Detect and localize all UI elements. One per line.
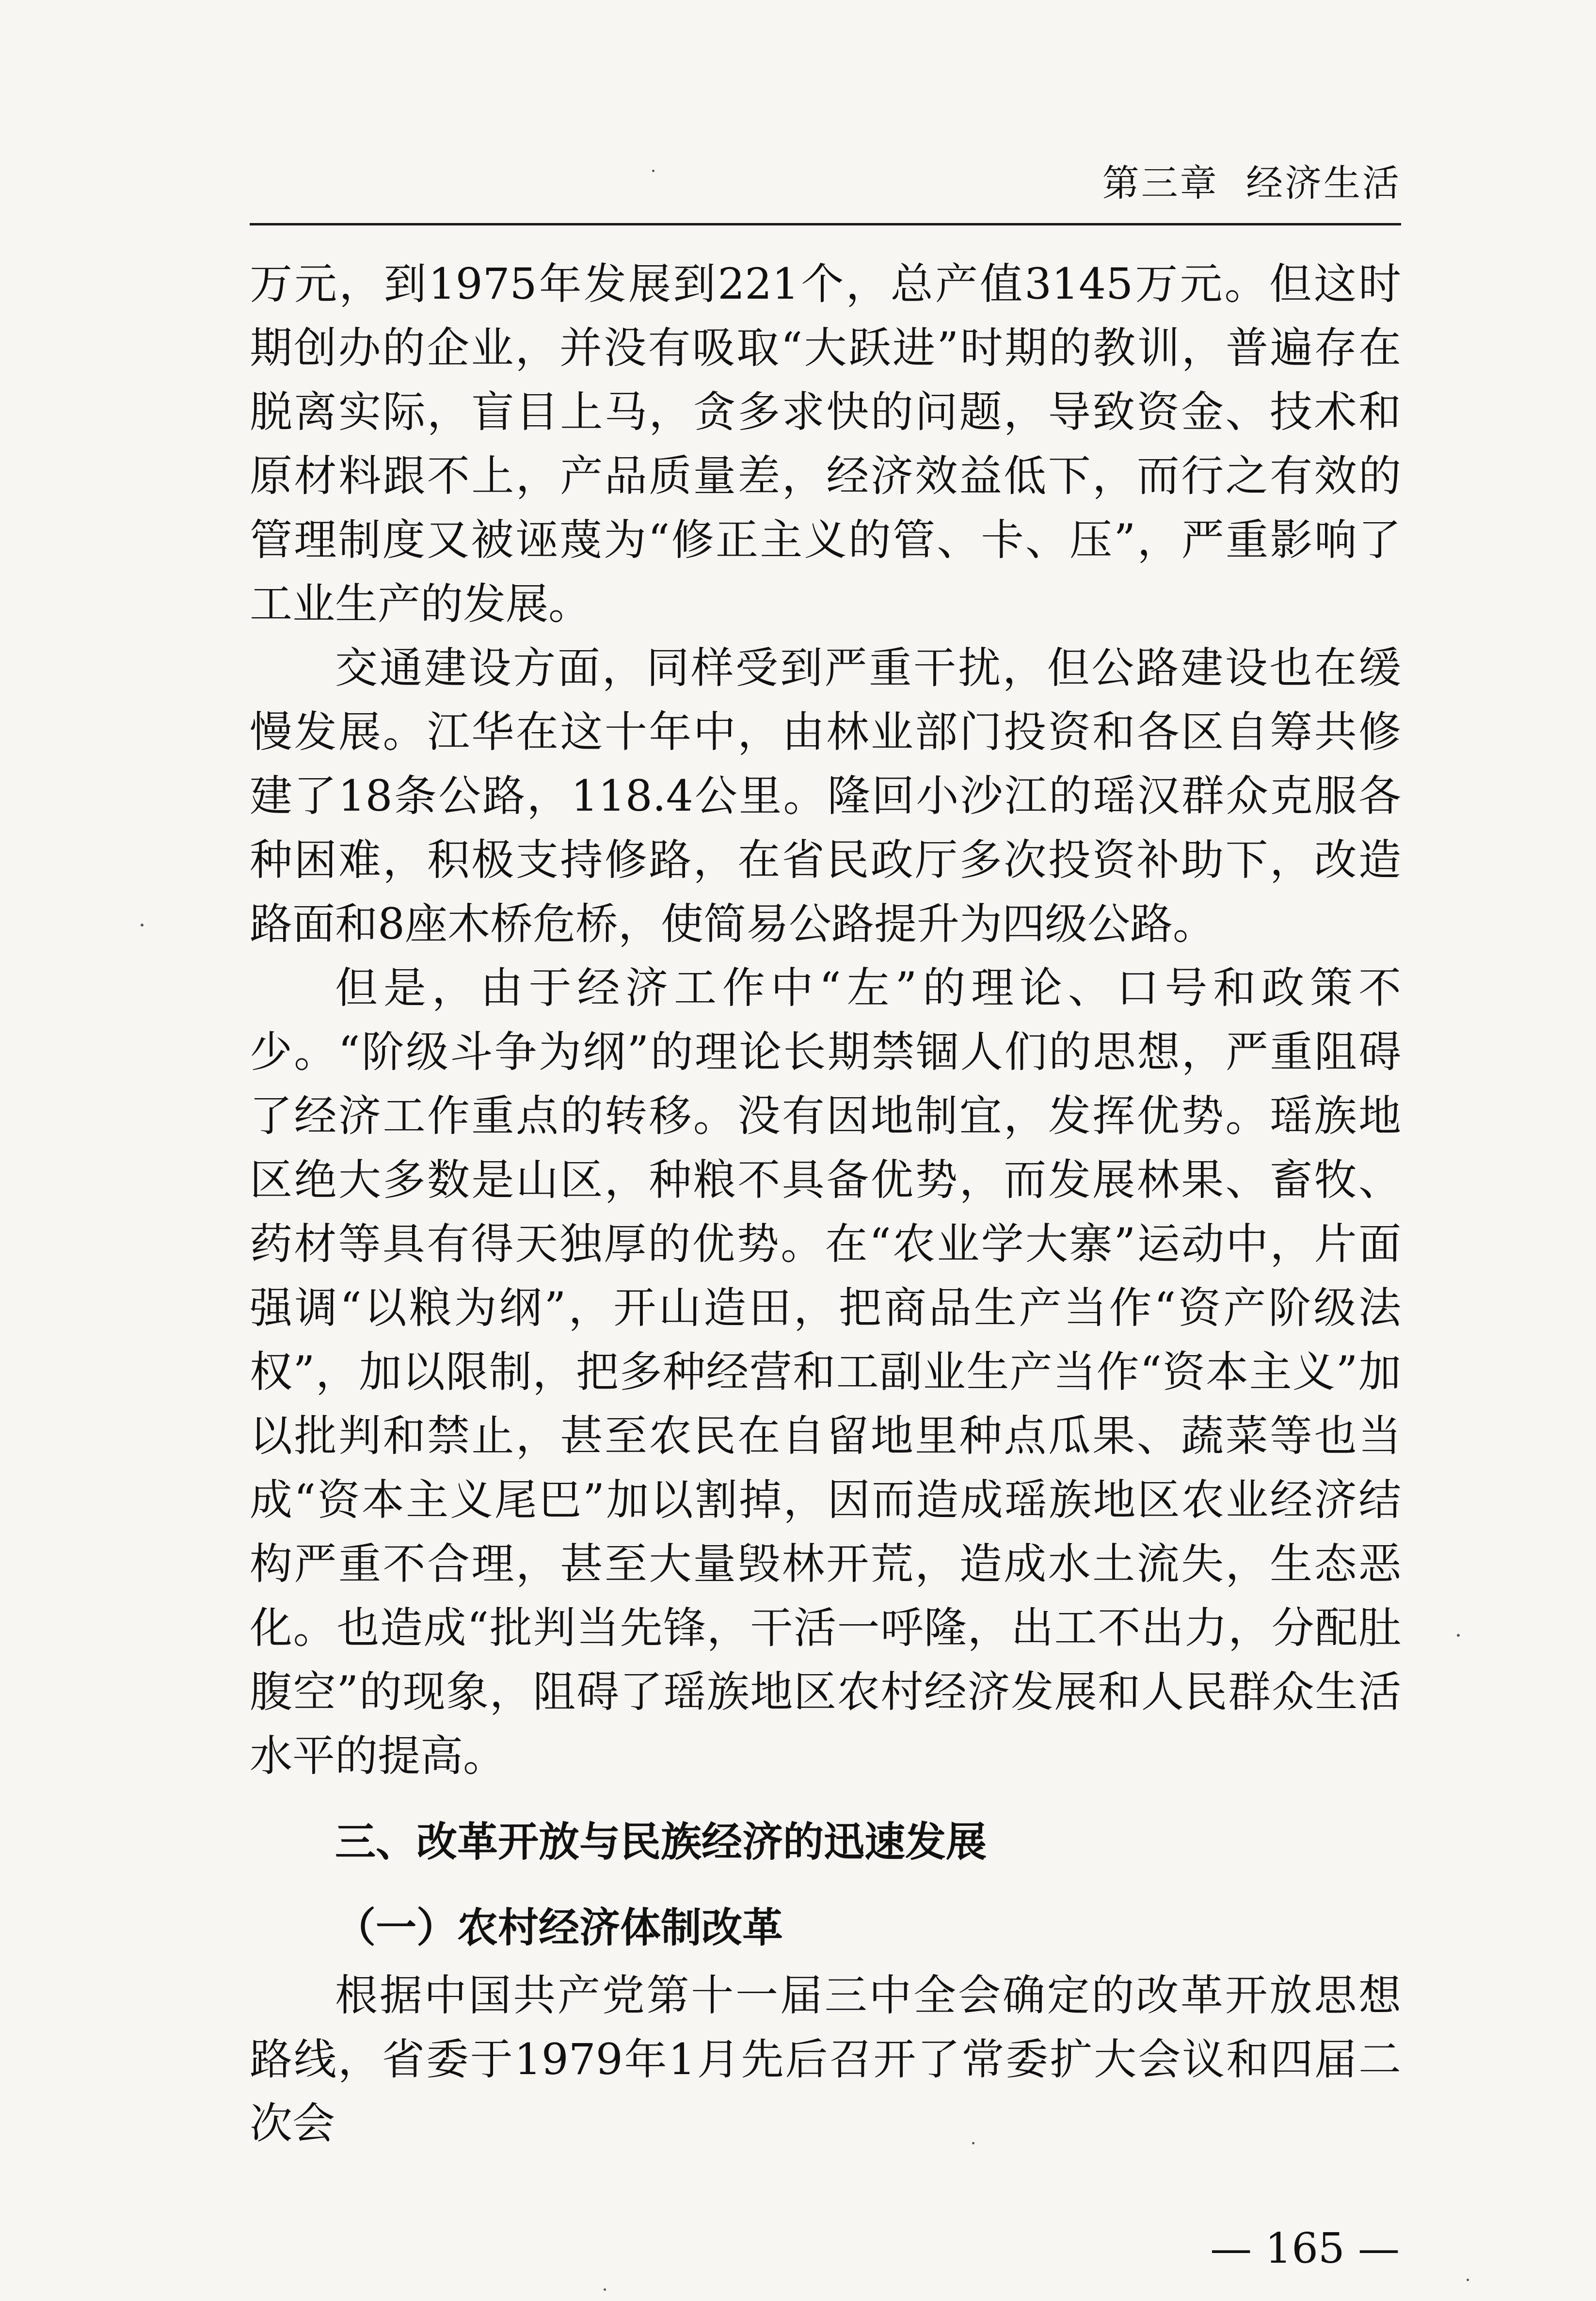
chapter-label: 第三章 [1102,161,1219,205]
scan-speck [1457,1634,1460,1637]
running-header-title [1102,161,1401,205]
scan-speck [604,2288,606,2291]
scan-speck [141,924,144,927]
page-body [250,252,1401,2156]
body-paragraph: 但是，由于经济工作中“左”的理论、口号和政策不少。“阶级斗争为纲”的理论长期禁锢人们的思想，严重阻碍了经济工作重点的转移。没有因地制宜，发挥优势。瑶族地区绝大多数是山区，种粮不具备优势，而发展林果、畜牧、药材等具有得天独厚的优势。在“农业学大寨”运动中，片面强调“以粮为纲”，开山造田，把商品生产当作“资产阶级法权”，加以限制，把多种经营和工副业生产当作“资本主义”加以批判和禁止，甚至农民在自留地里种点瓜果、蔬菜等也当成“资本主义尾巴”加以割掉，因而造成瑶族地区农业经济结构严重不合理，甚至大量毁林开荒，造成水土流失，生态恶化。也造成“批判当先锋，干活一呼隆，出工不出力，分配肚腹空”的现象，阻碍了瑶族地区农村经济发展和人民群众生活水平的提高。 [250,963,1401,1781]
body-paragraph: 万元，到1975年发展到221个，总产值3145万元。但这时期创办的企业，并没有吸取“大跃进”时期的教训，普遍存在脱离实际，盲目上马，贪多求快的问题，导致资金、技术和原材料跟不上，产品质量差，经济效益低下，而行之有效的管理制度又被诬蔑为“修正主义的管、卡、压”，严重影响了工业生产的发展。 [250,259,1401,629]
subsection-heading: （一）农村经济体制改革 [335,1904,783,1951]
body-paragraph: 根据中国共产党第十一届三中全会确定的改革开放思想路线，省委于1979年1月先后召开了常委扩大会议和四届二次会 [250,1970,1401,2148]
header-spacer [1219,161,1246,205]
body-paragraph: 交通建设方面，同样受到严重干扰，但公路建设也在缓慢发展。江华在这十年中，由林业部门投资和各区自筹共修建了18条公路，118.4公里。隆回小沙江的瑶汉群众克服各种困难，积极支持修路，在省民政厅多次投资补助下，改造路面和8座木桥危桥，使简易公路提升为四级公路。 [250,643,1401,949]
header-rule [250,223,1401,225]
running-header [250,145,1401,225]
page-number: — 165 — [1210,2224,1400,2273]
scan-speck [1467,2279,1469,2281]
section-label: 经济生活 [1246,161,1401,205]
section-heading: 三、改革开放与民族经济的迅速发展 [335,1818,987,1866]
